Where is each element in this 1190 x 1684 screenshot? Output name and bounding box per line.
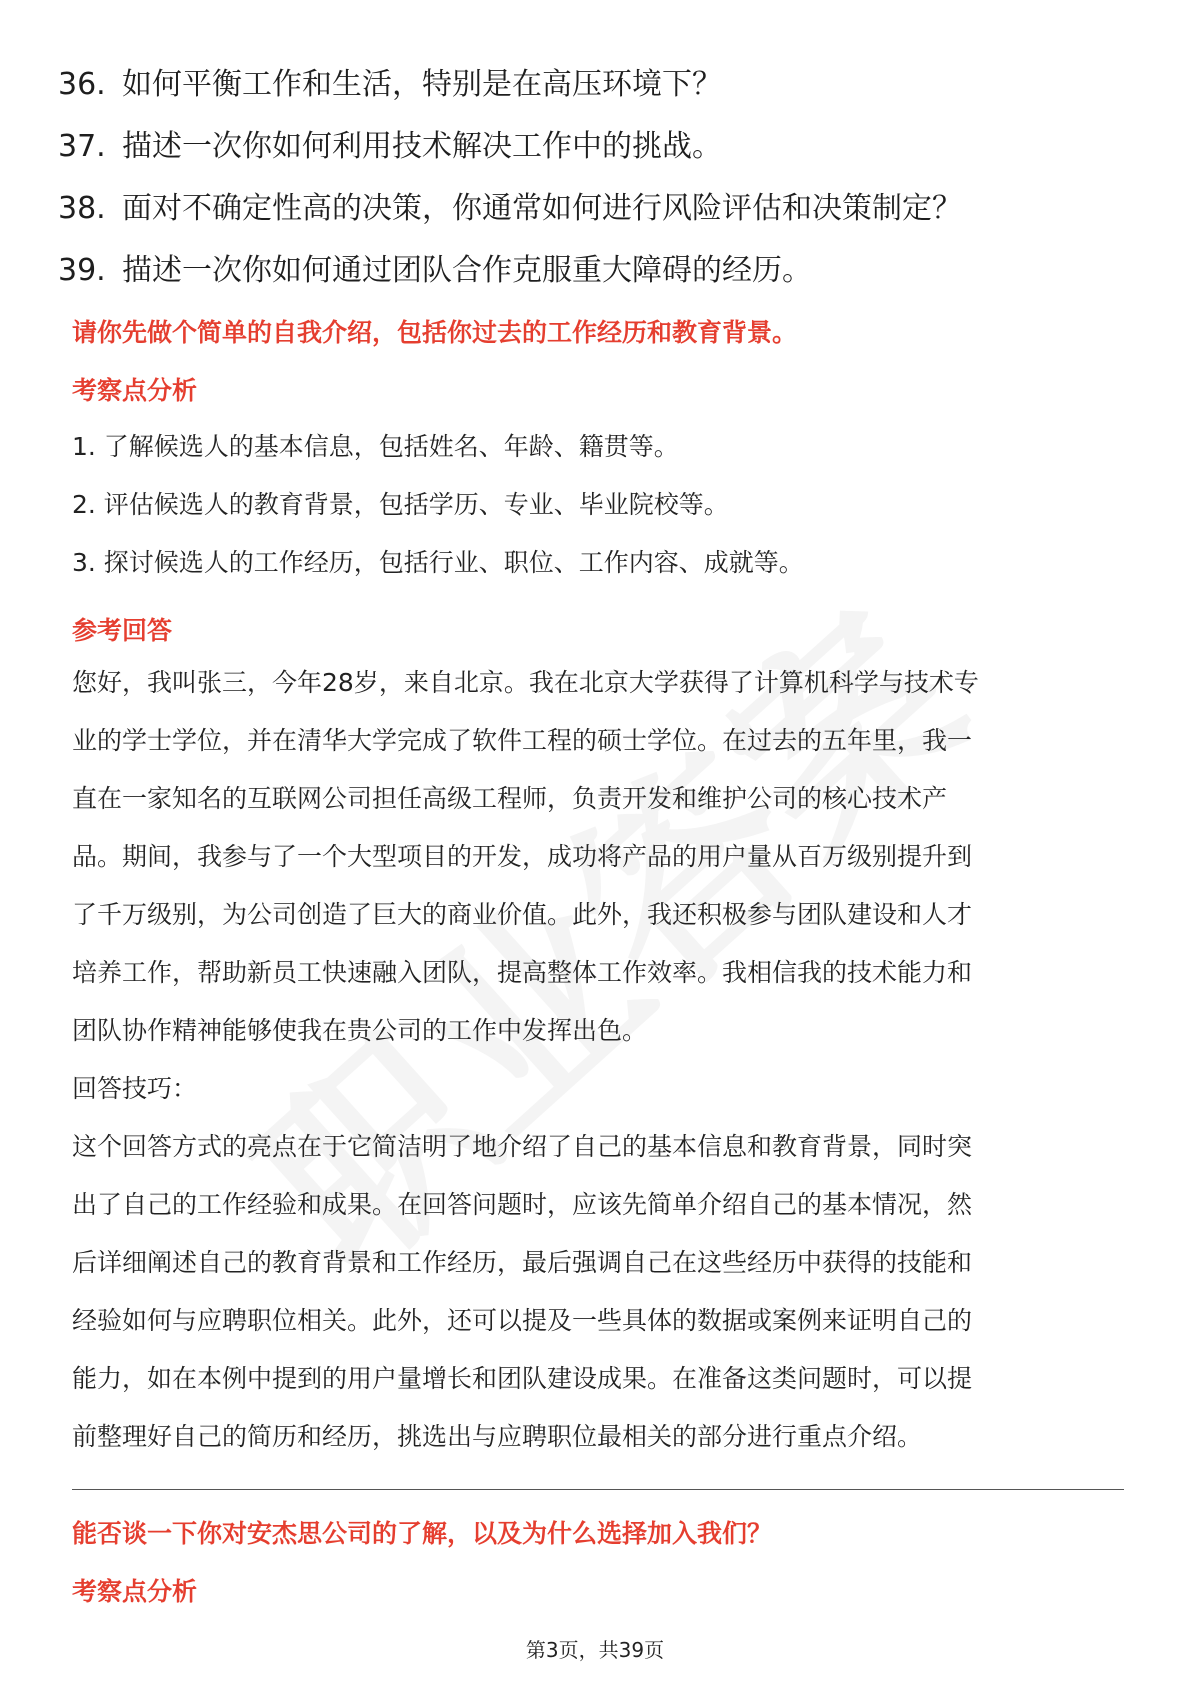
list-item xyxy=(58,240,1138,302)
answer-heading: 参考回答 xyxy=(72,616,173,645)
interview-question-heading: 请你先做个简单的自我介绍，包括你过去的工作经历和教育背景。 xyxy=(72,318,798,347)
item-text: 描述一次你如何通过团队合作克服重大障碍的经历。 xyxy=(122,253,812,288)
page-number: 第3页，共39页 xyxy=(525,1638,665,1662)
paragraph-line: 这个回答方式的亮点在于它简洁明了地介绍了自己的基本信息和教育背景，同时突 xyxy=(72,1132,973,1161)
paragraph-line: 经验如何与应聘职位相关。此外，还可以提及一些具体的数据或案例来证明自己的 xyxy=(72,1306,973,1335)
paragraph-line: 您好，我叫张三，今年28岁，来自北京。我在北京大学获得了计算机科学与技术专 xyxy=(72,668,979,697)
analysis-list xyxy=(72,418,1122,592)
list-item xyxy=(58,54,1138,116)
list-item: 2. 评估候选人的教育背景，包括学历、专业、毕业院校等。 xyxy=(72,490,729,519)
item-number: 39. xyxy=(58,253,106,288)
item-number: 38. xyxy=(58,191,106,226)
analysis-heading: 考察点分析 xyxy=(72,1577,198,1606)
item-number: 36. xyxy=(58,67,106,102)
item-text: 描述一次你如何利用技术解决工作中的挑战。 xyxy=(122,129,722,164)
section-divider xyxy=(72,1489,1124,1490)
paragraph-line: 品。期间，我参与了一个大型项目的开发，成功将产品的用户量从百万级别提升到 xyxy=(72,842,973,871)
tips-label: 回答技巧： xyxy=(72,1074,198,1103)
question-list xyxy=(58,54,1138,302)
analysis-heading: 考察点分析 xyxy=(72,376,198,405)
item-text: 如何平衡工作和生活，特别是在高压环境下？ xyxy=(122,67,722,102)
paragraph-line: 后详细阐述自己的教育背景和工作经历，最后强调自己在这些经历中获得的技能和 xyxy=(72,1248,973,1277)
list-item: 1. 了解候选人的基本信息，包括姓名、年龄、籍贯等。 xyxy=(72,432,679,461)
item-number: 37. xyxy=(58,129,106,164)
paragraph-line: 培养工作，帮助新员工快速融入团队，提高整体工作效率。我相信我的技术能力和 xyxy=(72,958,973,987)
paragraph-line: 团队协作精神能够使我在贵公司的工作中发挥出色。 xyxy=(72,1016,648,1045)
paragraph-line: 了千万级别，为公司创造了巨大的商业价值。此外，我还积极参与团队建设和人才 xyxy=(72,900,973,929)
list-item xyxy=(58,178,1138,240)
paragraph-line: 直在一家知名的互联网公司担任高级工程师，负责开发和维护公司的核心技术产 xyxy=(72,784,948,813)
interview-question-heading: 能否谈一下你对安杰思公司的了解，以及为什么选择加入我们？ xyxy=(72,1519,773,1548)
paragraph-line: 前整理好自己的简历和经历，挑选出与应聘职位最相关的部分进行重点介绍。 xyxy=(72,1422,923,1451)
list-item xyxy=(58,116,1138,178)
paragraph-line: 出了自己的工作经验和成果。在回答问题时，应该先简单介绍自己的基本情况，然 xyxy=(72,1190,973,1219)
paragraph-line: 能力，如在本例中提到的用户量增长和团队建设成果。在准备这类问题时，可以提 xyxy=(72,1364,973,1393)
paragraph-line: 业的学士学位，并在清华大学完成了软件工程的硕士学位。在过去的五年里，我一 xyxy=(72,726,973,755)
list-item: 3. 探讨候选人的工作经历，包括行业、职位、工作内容、成就等。 xyxy=(72,548,804,577)
item-text: 面对不确定性高的决策，你通常如何进行风险评估和决策制定？ xyxy=(122,191,962,226)
reference-answer xyxy=(72,654,1122,1466)
